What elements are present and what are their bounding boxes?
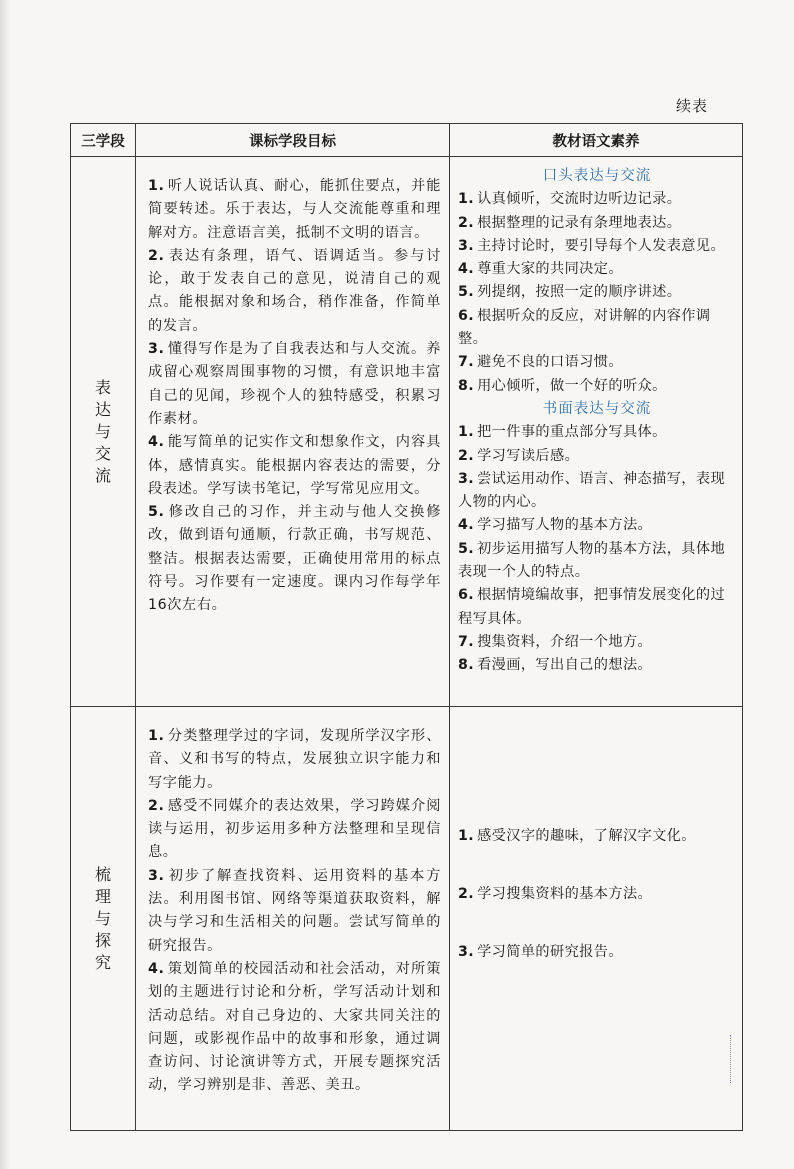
table-row [71,707,743,1131]
literacy-item: 6. 根据情境编故事，把事情发展变化的过程写具体。 [458,587,726,627]
literacy-item: 1. 感受汉字的趣味，了解汉字文化。 [458,828,696,844]
goal-item: 2. 感受不同媒介的表达效果，学习跨媒介阅读与运用，初步运用多种方法整理和呈现信息。 [148,797,441,861]
stage-name: 梳理与探究 [94,864,111,972]
literacy-item: 3. 主持讨论时，要引导每个人发表意见。 [458,237,726,254]
stage-cell [71,707,136,1131]
literacy-item: 7. 避免不良的口语习惯。 [458,354,623,371]
goal-item: 1. 分类整理学过的字词，发现所学汉字形、音、义和书写的特点，发展独立识字能力和写字能力。 [148,728,441,791]
column-header-goals: 课标学段目标 [136,124,450,157]
literacy-item: 7. 搜集资料，介绍一个地方。 [458,633,653,650]
literacy-item: 2. 学习搜集资料的基本方法。 [458,886,653,902]
continued-label: 续表 [676,97,709,115]
goal-item: 3. 懂得写作是为了自我表达和与人交流。养成留心观察周围事物的习惯，有意识地丰富自己的见闻，珍视个人的独特感受，积累习作素材。 [148,341,441,427]
literacy-item: 2. 根据整理的记录有条理地表达。 [458,214,682,231]
literacy-cell [450,157,743,707]
margin-annotation-marks [730,1035,737,1083]
literacy-item: 2. 学习写读后感。 [458,447,580,464]
literacy-item: 4. 学习描写人物的基本方法。 [458,517,653,534]
section-title-written: 书面表达与交流 [542,400,652,417]
stage-cell [71,157,136,707]
goal-item: 4. 能写简单的记实作文和想象作文，内容具体，感情真实。能根据内容表达的需要，分段表述。学写读书笔记，学写常见应用文。 [148,434,441,497]
goals-cell [136,157,450,707]
literacy-item: 8. 看漫画，写出自己的想法。 [458,657,653,674]
goal-item: 4. 策划简单的校园活动和社会活动，对所策划的主题进行讨论和分析，学写活动计划和活动总结。对自己身边的、大家共同关注的问题，或影视作品中的故事和形象，通过调查访问、讨论演讲等方式，开展专题探究活动，学习辨别是非、善恶、美丑。 [148,960,441,1094]
scan-edge [0,0,10,1169]
column-header-stage: 三学段 [71,124,136,157]
literacy-item: 1. 认真倾听，交流时边听边记录。 [458,191,682,208]
column-header-literacy: 教材语文素养 [450,124,743,157]
goal-item: 2. 表达有条理，语气、语调适当。参与讨论，敢于发表自己的意见，说清自己的观点。能根据对象和场合，稍作准备，作简单的发言。 [148,247,441,334]
curriculum-table [70,123,743,1131]
section-title-oral: 口头表达与交流 [542,168,652,184]
literacy-item: 1. 把一件事的重点部分写具体。 [458,424,667,441]
goal-item: 1. 听人说话认真、耐心，能抓住要点，并能简要转述。乐于表达，与人交流能尊重和理解对方。注意语言美，抵制不文明的语言。 [148,178,441,241]
goal-item: 5. 修改自己的习作，并主动与他人交换修改，做到语句通顺，行款正确，书写规范、整洁。根据表达需要，正确使用常用的标点符号。习作要有一定速度。课内习作每学年16次左右。 [148,504,441,614]
literacy-item: 3. 尝试运用动作、语言、神态描写，表现人物的内心。 [458,470,726,511]
goal-item: 3. 初步了解查找资料、运用资料的基本方法。利用图书馆、网络等渠道获取资料，解决与学习和生活相关的问题。尝试写简单的研究报告。 [148,867,441,954]
stage-name: 表达与交流 [94,377,111,485]
literacy-cell [450,707,743,1131]
literacy-item: 3. 学习简单的研究报告。 [458,944,623,960]
literacy-item: 8. 用心倾听，做一个好的听众。 [458,377,667,394]
table-row [71,157,743,707]
literacy-item: 4. 尊重大家的共同决定。 [458,261,623,278]
goals-cell [136,707,450,1131]
literacy-item: 6. 根据听众的反应，对讲解的内容作调整。 [458,307,711,348]
literacy-item: 5. 初步运用描写人物的基本方法，具体地表现一个人的特点。 [458,540,726,581]
table-header-row [71,124,743,157]
literacy-item: 5. 列提纲，按照一定的顺序讲述。 [458,284,682,301]
